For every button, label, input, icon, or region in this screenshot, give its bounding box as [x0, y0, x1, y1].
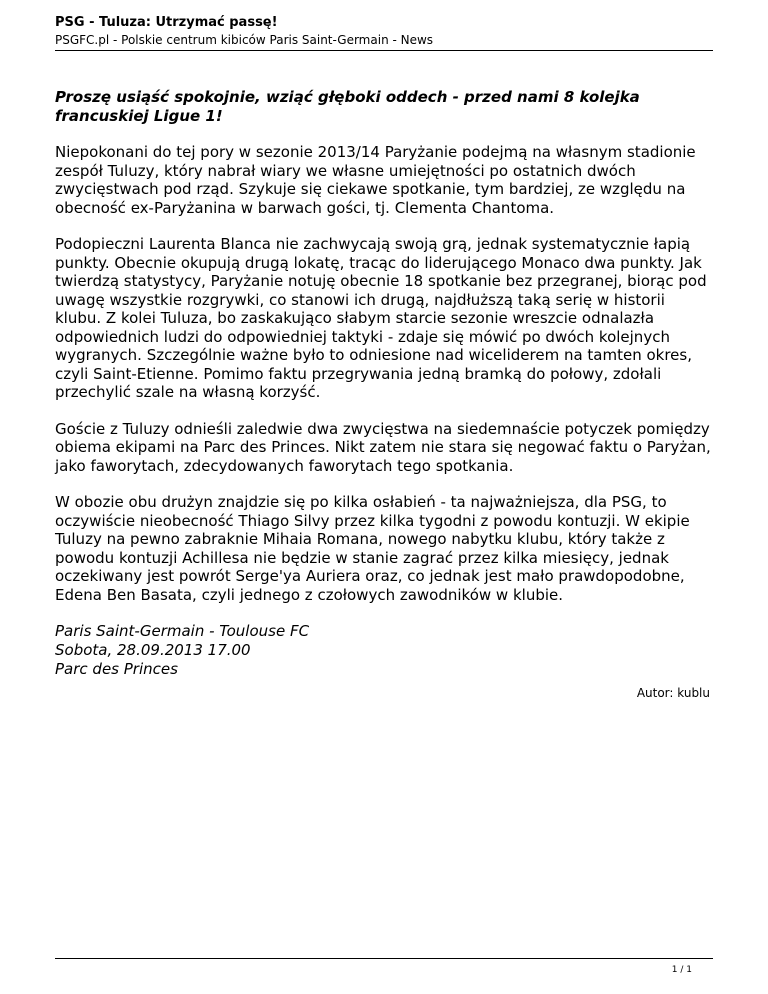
- article-paragraph-1: Niepokonani do tej pory w sezonie 2013/14 Paryżanie podejmą na własnym stadionie zespół Tuluzy, który nabrał wiary we własne umiejętności po ostatnich dwóch zwycięstwach pod rząd. Szykuje się ciekawe spotkanie, tym bardziej, ze względu na obecność ex-Paryżanina w barwach gości, tj. Clementa Chantoma.: [55, 143, 696, 217]
- article-lead: Proszę usiąść spokojnie, wziąć głęboki oddech - przed nami 8 kolejka francuskiej Ligue 1!: [55, 88, 640, 125]
- article-author: Autor: kublu: [636, 686, 710, 700]
- article-paragraph-2: Podopieczni Laurenta Blanca nie zachwycają swoją grą, jednak systematycznie łapią punkty. Obecnie okupują drugą lokatę, tracąc do liderującego Monaco dwa punkty. Jak twierdzą statystycy, Paryżanie notuję obecnie 18 spotkanie bez przegranej, biorąc pod uwagę wszystkie rozgrywki, co stanowi ich drugą, najdłuższą taką serię w historii klubu. Z kolei Tuluza, bo zaskakująco słabym starcie sezonie wreszcie odnalazła odpowiednich ludzi do odpowiedniej taktyki - zdaje się mówić po dwóch kolejnych wygranych. Szczególnie ważne było to odniesione nad wiceliderem na tamten okres, czyli Saint-Etienne. Pomimo faktu przegrywania jedną bramką do połowy, zdołali przechylić szale na własną korzyść.: [55, 235, 707, 401]
- page-header: [55, 14, 713, 48]
- site-subtitle: PSGFC.pl - Polskie centrum kibiców Paris Saint-Germain - News: [55, 33, 434, 47]
- match-datetime: Sobota, 28.09.2013 17.00: [55, 641, 251, 659]
- article-title: PSG - Tuluza: Utrzymać passę!: [55, 15, 278, 30]
- article-paragraph-4: W obozie obu drużyn znajdzie się po kilka osłabień - ta najważniejsza, dla PSG, to oczywiście nieobecność Thiago Silvy przez kilka tygodni z powodu kontuzji. W ekipie Tuluzy na pewno zabraknie Mihaia Romana, nowego nabytku klubu, który także z powodu kontuzji Achillesa nie będzie w stanie zagrać przez kilka miesięcy, jednak oczekiwany jest powrót Serge'ya Auriera oraz, co jednak jest mało prawdopodobne, Edena Ben Basata, czyli jednego z czołowych zawodników w klubie.: [55, 493, 690, 604]
- match-venue: Parc des Princes: [55, 660, 178, 678]
- header-divider: [55, 50, 713, 51]
- article-paragraph-3: Goście z Tuluzy odnieśli zaledwie dwa zwycięstwa na siedemnaście potyczek pomiędzy obiema ekipami na Parc des Princes. Nikt zatem nie stara się negować faktu o Paryżan, jako faworytach, zdecydowanych faworytach tego spotkania.: [55, 419, 711, 475]
- match-info: [55, 622, 715, 679]
- page-number: 1 / 1: [671, 965, 692, 975]
- match-teams: Paris Saint-Germain - Toulouse FC: [55, 622, 310, 640]
- article-body: [55, 88, 715, 679]
- footer-divider: [55, 958, 713, 959]
